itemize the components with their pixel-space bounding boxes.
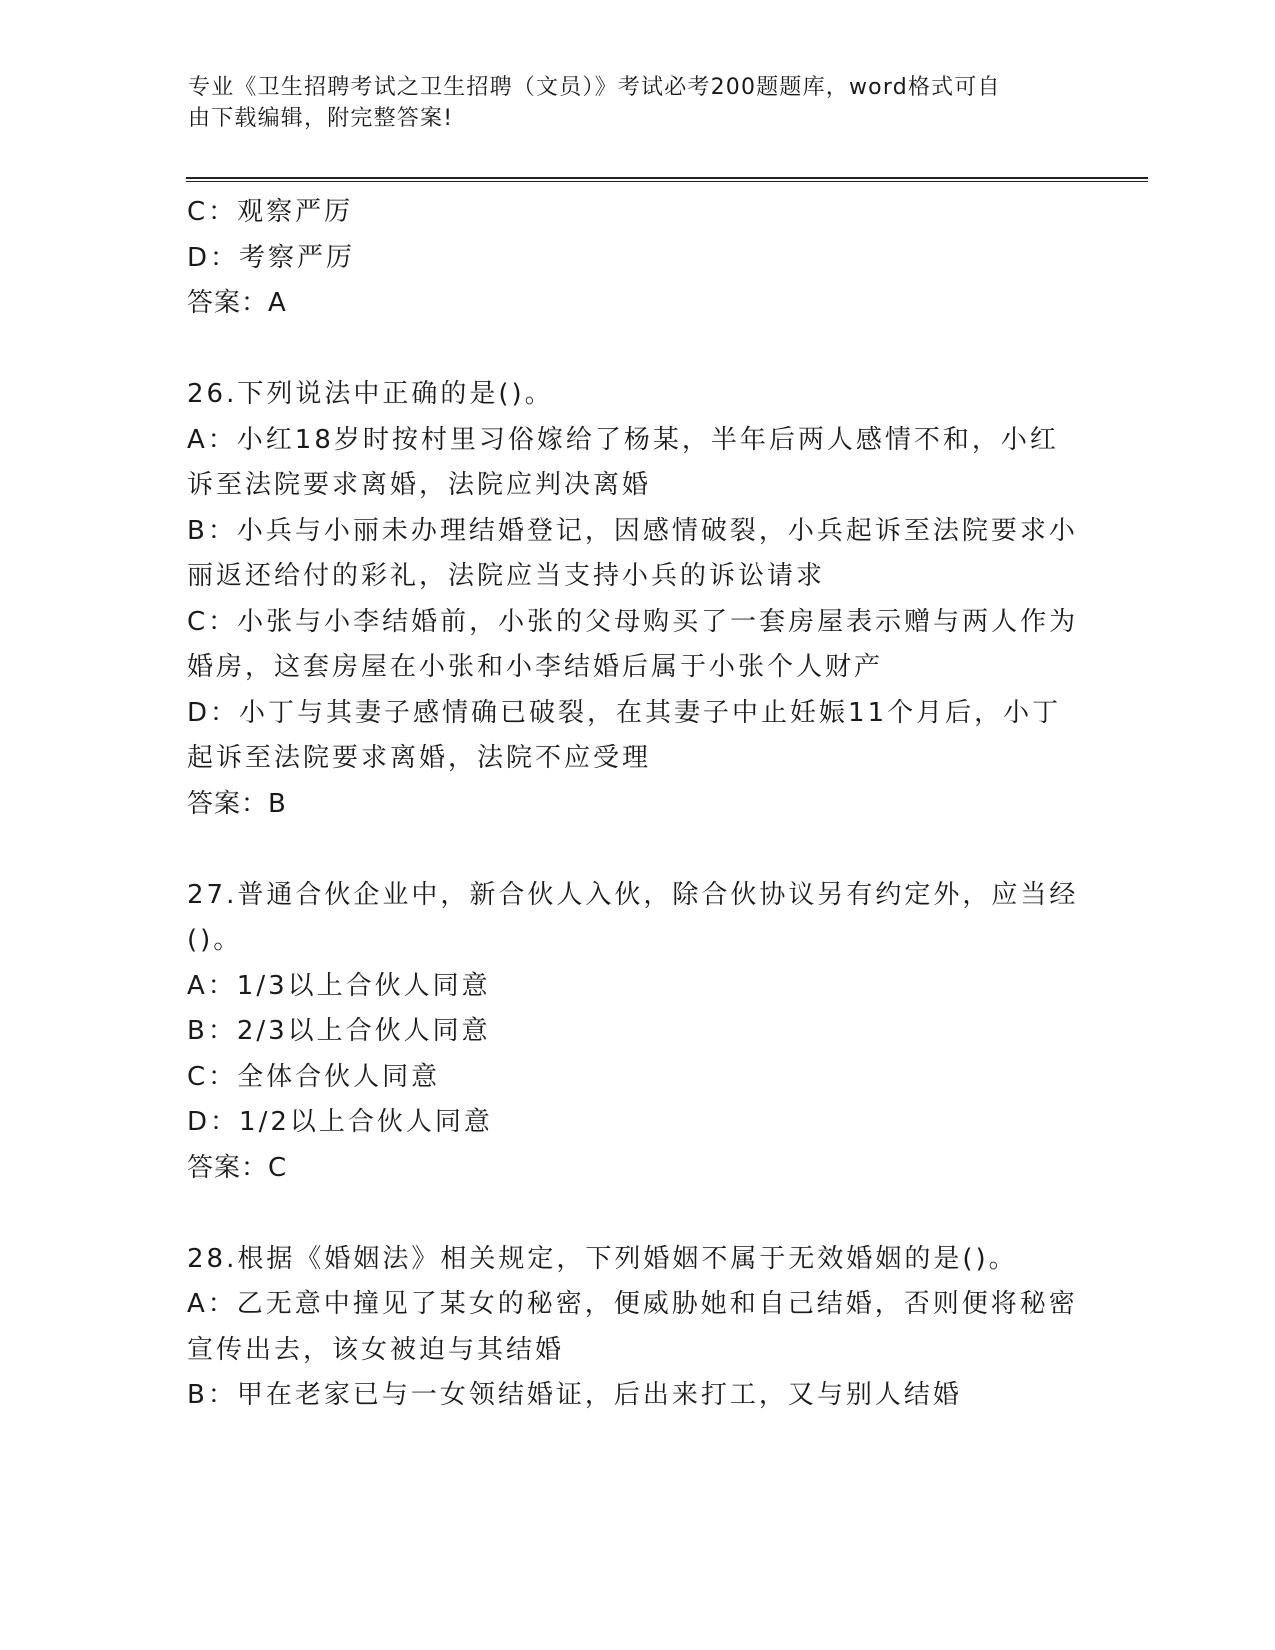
question-block-26 [187, 372, 1087, 827]
header-divider-thin [186, 181, 1148, 182]
question-stem: 28.根据《婚姻法》相关规定，下列婚姻不属于无效婚姻的是()。 [187, 1243, 1018, 1274]
option-d: D：1/2以上合伙人同意 [187, 1107, 493, 1137]
option-c-line-2: 婚房，这套房屋在小张和小李结婚后属于小张个人财产 [187, 652, 884, 682]
header-line-2: 由下载编辑，附完整答案! [188, 106, 454, 131]
option-c: C：全体合伙人同意 [187, 1061, 441, 1092]
option-b: B：甲在老家已与一女领结婚证，后出来打工，又与别人结婚 [187, 1380, 962, 1410]
question-list [187, 190, 1087, 1419]
spacer [187, 327, 1087, 373]
question-stem-line-1: 27.普通合伙企业中，新合伙人入伙，除合伙协议另有约定外，应当经 [187, 879, 1079, 910]
option-c-line-1: C：小张与小李结婚前，小张的父母购买了一套房屋表示赠与两人作为 [187, 606, 1079, 637]
question-stem-line-2: ()。 [187, 925, 243, 955]
answer-line: 答案：C [187, 1152, 288, 1183]
spacer [187, 1191, 1087, 1237]
option-b: B：2/3以上合伙人同意 [187, 1016, 491, 1046]
option-d-line-2: 起诉至法院要求离婚，法院不应受理 [187, 743, 652, 773]
option-a-line-1: A：乙无意中撞见了某女的秘密，便威胁她和自己结婚，否则便将秘密 [187, 1289, 1078, 1319]
option-c: C：观察严厉 [187, 197, 354, 227]
option-a: A：1/3以上合伙人同意 [187, 970, 491, 1001]
option-a-line-1: A：小红18岁时按村里习俗嫁给了杨某，半年后两人感情不和，小红 [187, 424, 1059, 455]
header-divider-thick [186, 177, 1148, 179]
option-a-line-2: 宣传出去，该女被迫与其结婚 [187, 1334, 565, 1365]
answer-line: 答案：A [187, 288, 287, 318]
option-d-line-1: D：小丁与其妻子感情确已破裂，在其妻子中止妊娠11个月后，小丁 [187, 697, 1062, 728]
option-b-line-1: B：小兵与小丽未办理结婚登记，因感情破裂，小兵起诉至法院要求小 [187, 515, 1078, 546]
spacer [187, 827, 1087, 873]
document-header [188, 72, 1088, 134]
question-block-25 [187, 190, 1087, 327]
question-stem: 26.下列说法中正确的是()。 [187, 379, 554, 409]
question-block-28 [187, 1237, 1087, 1419]
answer-line: 答案：B [187, 788, 287, 819]
header-line-1: 专业《卫生招聘考试之卫生招聘（文员）》考试必考200题题库，word格式可自 [188, 75, 1001, 100]
option-d: D：考察严厉 [187, 242, 356, 273]
question-block-27 [187, 873, 1087, 1192]
option-a-line-2: 诉至法院要求离婚，法院应判决离婚 [187, 470, 652, 500]
option-b-line-2: 丽返还给付的彩礼，法院应当支持小兵的诉讼请求 [187, 561, 826, 591]
